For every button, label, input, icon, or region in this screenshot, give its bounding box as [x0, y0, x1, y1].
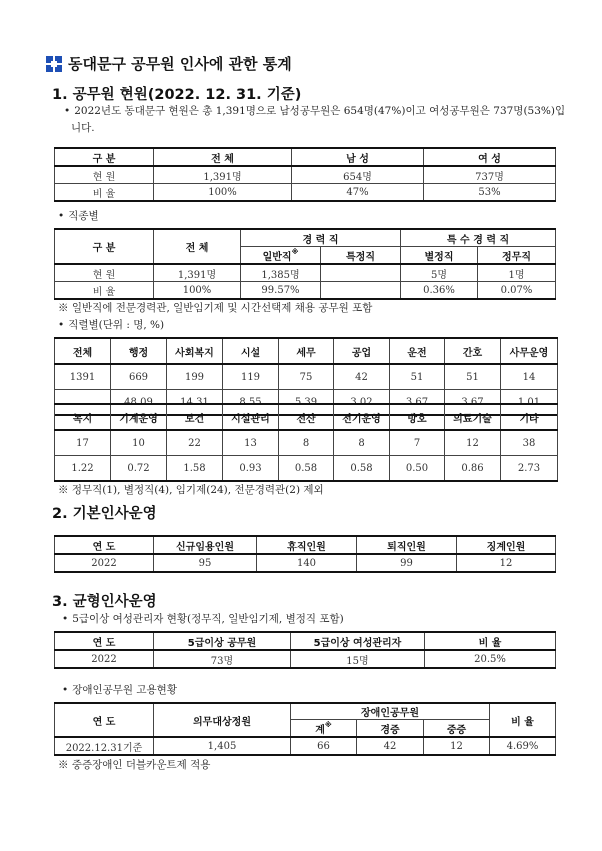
- series-note: ※ 정무직(1), 별정직(4), 임기제(24), 전문경력관(2) 제외: [58, 484, 324, 496]
- header-cell: 남 성: [292, 148, 424, 166]
- section2-heading: 2. 기본인사운영: [52, 506, 157, 522]
- disabled-employment-label: • 장애인공무원 고용현황: [62, 682, 177, 697]
- section3-heading: 3. 균형인사운영: [52, 594, 157, 610]
- page-title: 동대문구 공무원 인사에 관한 통계: [46, 53, 292, 74]
- section1-heading: 1. 공무원 현원(2022. 12. 31. 기준): [52, 87, 302, 103]
- table-row: 비 율 100% 99.57% 0.36% 0.07%: [55, 282, 556, 300]
- series-label: • 직렬별(단위 : 명, %): [58, 317, 164, 332]
- female-manager-table: 연 도 5급이상 공무원 5급이상 여성관리자 비 율 2022 73명 15명 20.5%: [54, 631, 556, 669]
- general-header: 일반직※: [241, 247, 321, 265]
- disabled-employment-table: 연 도 의무대상정원 장애인공무원 비 율 계※ 경증 중증 2022.12.31기준 1,405 66 42 12 4.69%: [54, 702, 556, 756]
- section1-summary: • 2022년도 동대문구 현원은 총 1,391명으로 남성공무원은 654명(47%)이고 여성공무원은 737명(53%)입니다.: [64, 103, 571, 137]
- table-row: 2022.12.31기준 1,405 66 42 12 4.69%: [55, 737, 556, 755]
- gender-table: [54, 147, 556, 202]
- personnel-table: 연 도 신규임용인원 휴직인원 퇴직인원 징계인원 2022 95 140 99 12: [54, 535, 556, 573]
- total-header: 계※: [291, 720, 357, 738]
- disabled-note: ※ 중증장애인 더블카운트제 적용: [58, 759, 211, 771]
- female-manager-label: • 5급이상 여성관리자 현황(정무직, 일반임기제, 별정직 포함): [62, 611, 344, 626]
- table-row: 2022 95 140 99 12: [55, 554, 556, 572]
- series-table-2: 녹지 기계운영 보건 시설관리 전산 전기운영 방호 의료기술 기타 17 10 22 13 8 8 7 12 38 1.22 0.72 1.58 0.93 0.58 0.58 0.50 0.86 2.73: [54, 403, 558, 482]
- header-cell: 전 체: [154, 148, 292, 166]
- job-type-label: • 직종별: [58, 208, 99, 223]
- series-table-1: 전체 행정 사회복지 시설 세무 공업 운전 간호 사무운영 1391 669 199 119 75 42 51 51 14 48.09 14.31 8.55 5.39 3.02 3.67 3.67 1.01: [54, 337, 558, 416]
- table-row: 비 율 100% 47% 53%: [55, 184, 556, 202]
- table-row: 2022 73명 15명 20.5%: [55, 650, 556, 668]
- table-row: 48.09 14.31 8.55 5.39 3.02 3.67 3.67 1.01: [55, 390, 558, 416]
- job-type-table: 구 분 전 체 경 력 직 특 수 경 력 직 일반직※ 특정직 별정직 정무직 현 원 1,391명 1,385명 5명 1명 비 율 100% 99.57% 0.36% 0.07%: [54, 228, 556, 300]
- table-row: 17 10 22 13 8 8 7 12 38: [55, 430, 558, 456]
- header-cell: 구 분: [55, 148, 154, 166]
- header-cell: 여 성: [424, 148, 556, 166]
- table-row: 현 원 1,391명 1,385명 5명 1명: [55, 264, 556, 282]
- table-row: 현 원 1,391명 654명 737명: [55, 166, 556, 184]
- table-row: 1.22 0.72 1.58 0.93 0.58 0.58 0.50 0.86 2.73: [55, 456, 558, 482]
- table-row: 1391 669 199 119 75 42 51 51 14: [55, 364, 558, 390]
- blue-square-bullet-icon: [46, 56, 62, 72]
- job-type-note: ※ 일반직에 전문경력관, 일반임기제 및 시간선택제 채용 공무원 포함: [58, 302, 373, 314]
